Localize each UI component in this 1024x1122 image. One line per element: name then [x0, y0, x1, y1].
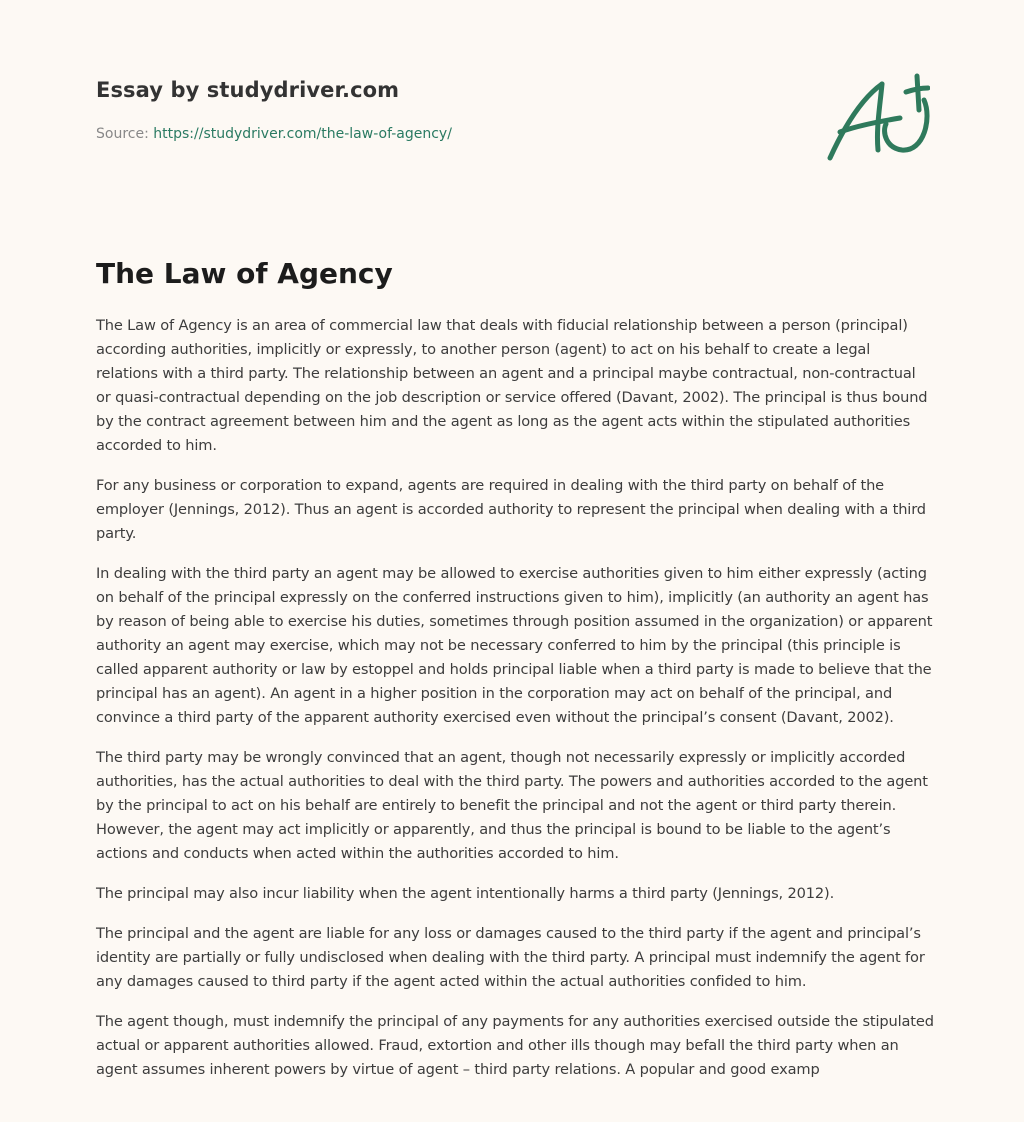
essay-body	[96, 314, 934, 1098]
brand-title: Essay by studydriver.com	[96, 78, 400, 102]
essay-paragraph: The principal and the agent are liable for any loss or damages caused to the third party if the agent and principal’s identity are partially or fully undisclosed when dealing with the third party. A principal must indemnify the agent for any damages caused to third party if the agent acted within the actual authorities confided to him.	[96, 925, 925, 990]
source-link[interactable]: https://studydriver.com/the-law-of-agency/	[153, 126, 452, 142]
essay-paragraph: In dealing with the third party an agent may be allowed to exercise authorities given to him either expressly (acting on behalf of the principal expressly on the conferred instructions given to him), implicitly (an authority an agent has by reason of being able to exercise his duties, sometimes through position assumed in the organization) or apparent authority an agent may exercise, which may not be necessary conferred to him by the principal (this principle is called apparent authority or law by estoppel and holds principal liable when a third party is made to believe that the principal has an agent). An agent in a higher position in the corporation may act on behalf of the principal, and convince a third party of the apparent authority exercised even without the principal’s consent (Davant, 2002).	[96, 565, 933, 726]
source-label: Source:	[96, 126, 154, 142]
essay-title: The Law of Agency	[96, 257, 393, 290]
essay-paragraph: For any business or corporation to expand, agents are required in dealing with the third party on behalf of the employer (Jennings, 2012). Thus an agent is accorded authority to represent the principal when dealing with a third party.	[96, 477, 926, 542]
source-line	[96, 124, 796, 144]
essay-paragraph: The third party may be wrongly convinced that an agent, though not necessarily expressly or implicitly accorded authorities, has the actual authorities to deal with the third party. The powers and authorities accorded to the agent by the principal to act on his behalf are entirely to benefit the principal and not the agent or third party therein. However, the agent may act implicitly or apparently, and thus the principal is bound to be liable to the agent’s actions and conducts when acted within the authorities accorded to him.	[96, 749, 928, 862]
page-header	[96, 76, 796, 144]
essay-paragraph: The Law of Agency is an area of commercial law that deals with fiducial relationship between a person (principal) according authorities, implicitly or expressly, to another person (agent) to act on his behalf to create a legal relations with a third party. The relationship between an agent and a principal maybe contractual, non-contractual or quasi-contractual depending on the job description or service offered (Davant, 2002). The principal is thus bound by the contract agreement between him and the agent as long as the agent acts within the stipulated authorities accorded to him.	[96, 317, 928, 454]
a-plus-grade-icon	[820, 66, 930, 166]
essay-paragraph: The principal may also incur liability when the agent intentionally harms a third party (Jennings, 2012).	[96, 885, 835, 902]
essay-paragraph: The agent though, must indemnify the principal of any payments for any authorities exercised outside the stipulated actual or apparent authorities allowed. Fraud, extortion and other ills though may befall the third party when an agent assumes inherent powers by virtue of agent – third party relations. A popular and good examp	[96, 1013, 934, 1078]
